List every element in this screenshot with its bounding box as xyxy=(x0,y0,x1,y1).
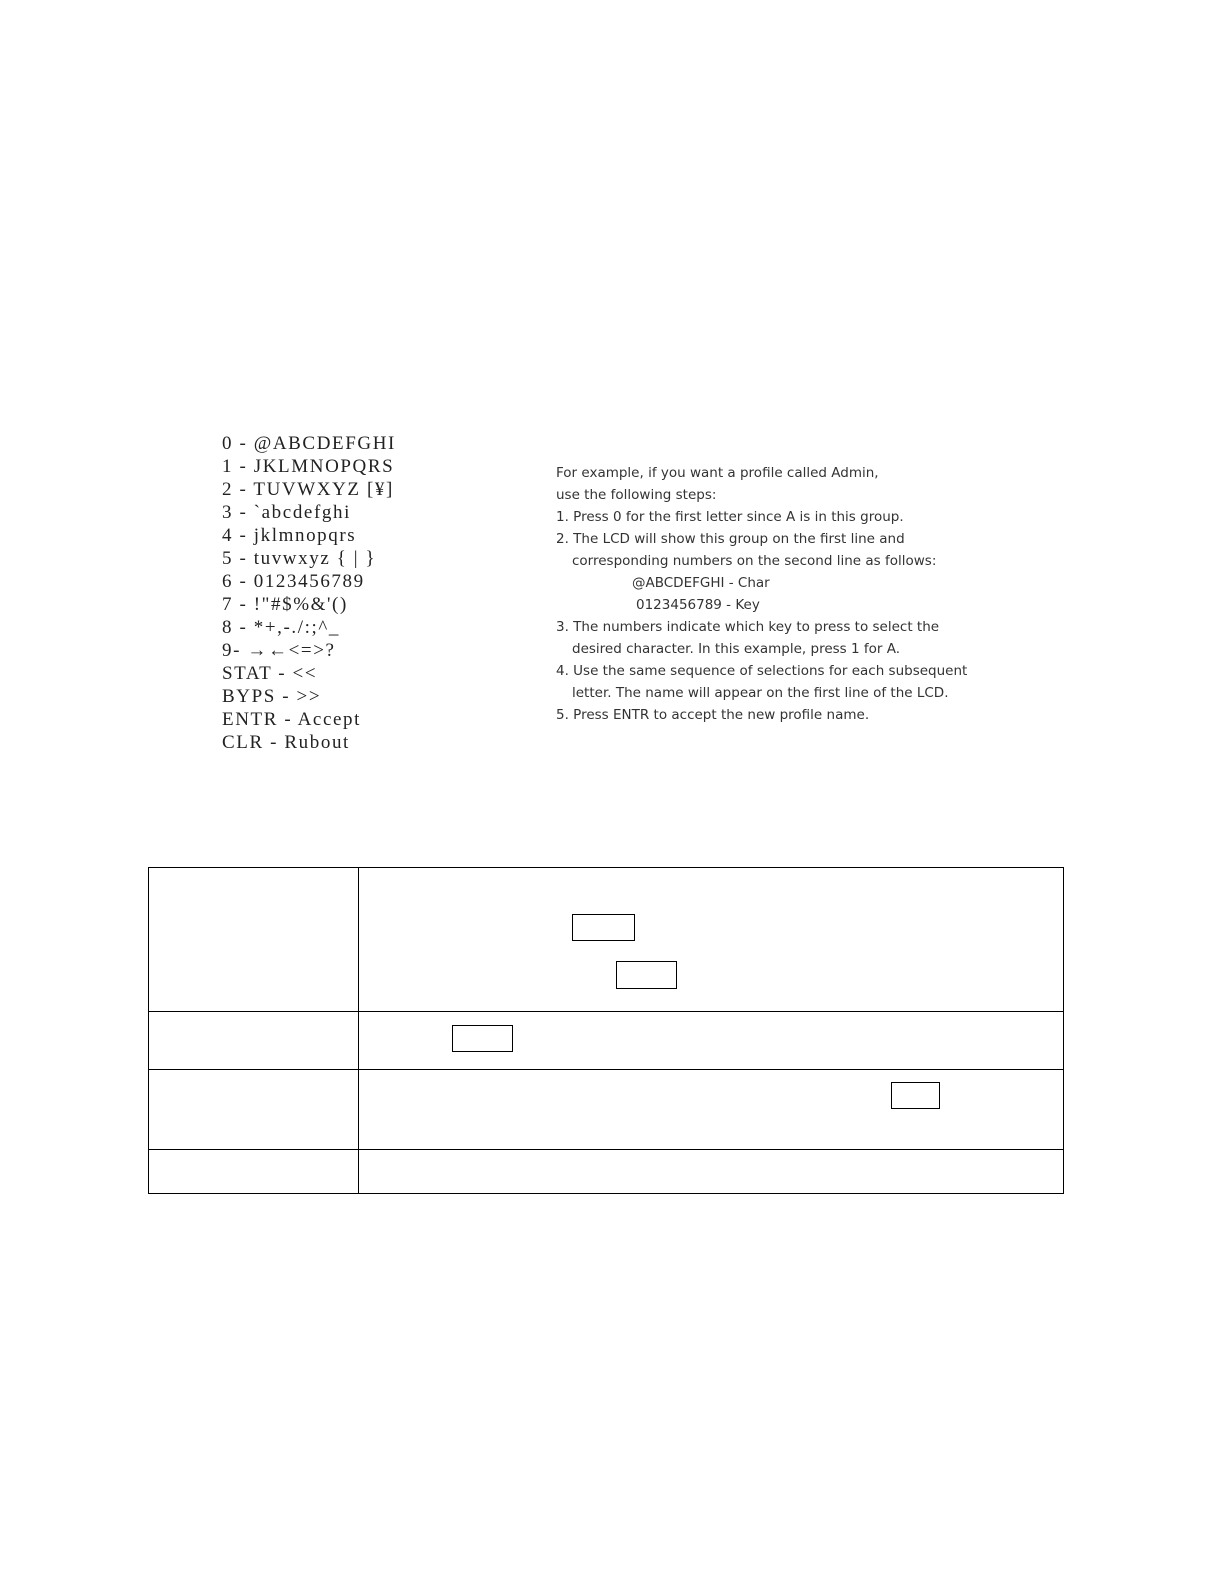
instruction-step: 1. Press 0 for the first letter since A is in this group. xyxy=(556,509,904,525)
instruction-line: letter. The name will appear on the first line of the LCD. xyxy=(572,685,949,701)
key-box xyxy=(616,961,677,989)
keymap-line: 5 - tuvwxyz { | } xyxy=(222,548,377,569)
settings-table xyxy=(148,867,1064,1194)
key-character-map xyxy=(222,432,396,754)
instruction-step: 3. The numbers indicate which key to press to select the xyxy=(556,619,940,635)
instruction-step: 5. Press ENTR to accept the new profile name. xyxy=(556,707,870,723)
table-cell-label xyxy=(149,1150,359,1194)
keymap-line: 2 - TUVWXYZ [¥] xyxy=(222,479,394,500)
keymap-line: 8 - *+,-./:;^_ xyxy=(222,617,341,638)
keymap-line: 3 - `abcdefghi xyxy=(222,502,351,523)
key-box xyxy=(891,1082,940,1109)
table-cell-description xyxy=(359,1070,1064,1150)
keymap-line: BYPS - >> xyxy=(222,686,322,707)
instruction-line: desired character. In this example, press 1 for A. xyxy=(572,641,901,657)
profile-name-instructions xyxy=(556,462,1016,726)
instruction-line: use the following steps: xyxy=(556,487,717,503)
key-box xyxy=(452,1025,513,1052)
instruction-line: For example, if you want a profile called Admin, xyxy=(556,465,879,481)
keymap-line: 1 - JKLMNOPQRS xyxy=(222,456,395,477)
keymap-line: 6 - 0123456789 xyxy=(222,571,365,592)
table-cell-label xyxy=(149,868,359,1012)
table-cell-description xyxy=(359,1012,1064,1070)
table-cell-description xyxy=(359,1150,1064,1194)
keymap-line: CLR - Rubout xyxy=(222,732,350,753)
table-cell-label xyxy=(149,1012,359,1070)
key-row-example: 0123456789 - Key xyxy=(636,597,760,613)
keymap-line: 0 - @ABCDEFGHI xyxy=(222,433,396,454)
char-row-example: @ABCDEFGHI - Char xyxy=(632,575,770,591)
table-cell-label xyxy=(149,1070,359,1150)
instruction-step: 4. Use the same sequence of selections for each subsequent xyxy=(556,663,968,679)
instruction-step: 2. The LCD will show this group on the first line and xyxy=(556,531,905,547)
instruction-line: corresponding numbers on the second line as follows: xyxy=(572,553,937,569)
table-row xyxy=(149,868,1064,1012)
keymap-line: STAT - << xyxy=(222,663,318,684)
table-row xyxy=(149,1150,1064,1194)
table-cell-description xyxy=(359,868,1064,1012)
keymap-line: ENTR - Accept xyxy=(222,709,361,730)
table-row xyxy=(149,1070,1064,1150)
keymap-line: 4 - jklmnopqrs xyxy=(222,525,357,546)
keymap-line: 7 - !"#$%&'() xyxy=(222,594,348,615)
table-row xyxy=(149,1012,1064,1070)
key-box xyxy=(572,914,635,941)
keymap-line: 9- →←<=>? xyxy=(222,640,336,661)
